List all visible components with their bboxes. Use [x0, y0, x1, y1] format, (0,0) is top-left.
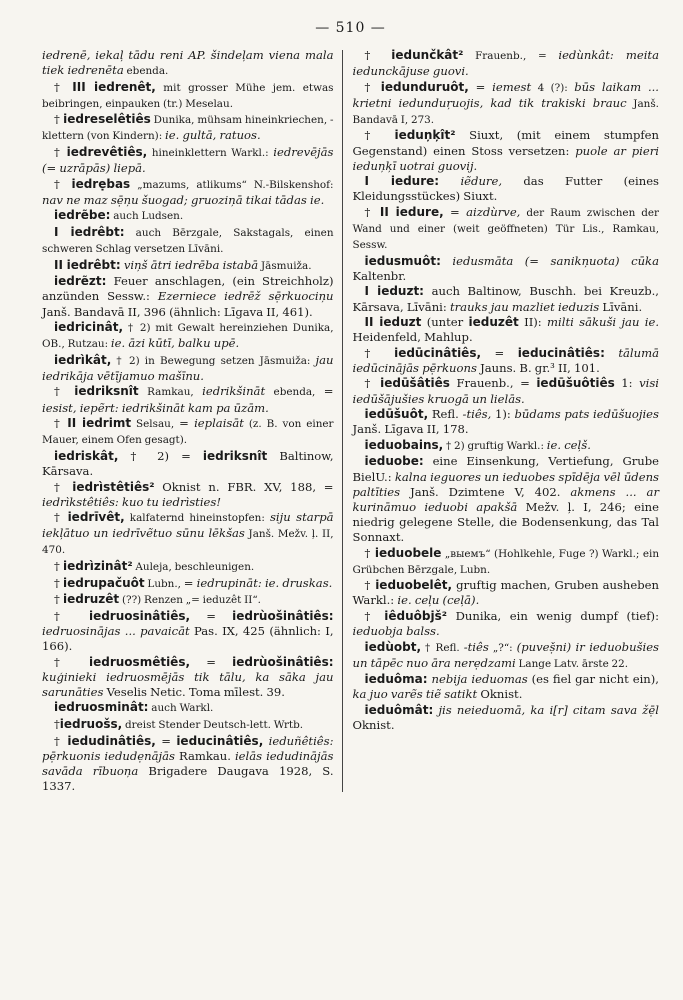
source-text: Frauenb., = — [463, 50, 559, 62]
dictionary-entry — [42, 208, 334, 224]
headword: iedruzêt — [62, 592, 120, 607]
dictionary-entry — [353, 284, 659, 314]
dictionary-entry — [353, 407, 659, 437]
entry-text: das Futter (eines Kleidungsstückes) Siuxt. — [352, 174, 660, 204]
dictionary-entry — [42, 416, 334, 448]
entry-text: Oknist n. FBR. XV, 188, = — [154, 479, 334, 494]
dictionary-entry — [42, 592, 334, 608]
source-text: Dunika, mühsam hineinkriechen, -klettern (von Kindern): — [42, 114, 334, 143]
headword: iedrìstêtiês² — [72, 479, 155, 494]
source-text: † 2) mit Gewalt hereinziehen Dunika, OB., Rutzau: — [42, 322, 334, 351]
dictionary-entry — [42, 609, 334, 654]
example-text: Ezerniece iedrēž sẹ̄rkuociņu — [157, 289, 334, 304]
entry-text: Baltinow, Kārsava. — [42, 448, 334, 478]
dictionary-entry — [42, 48, 334, 79]
entry-text: Jauns. B. gr.³ II, 101. — [476, 360, 600, 375]
headword: iedrùošinâtiês: — [232, 608, 334, 623]
dictionary-entry — [353, 128, 659, 173]
source-text: „mazums, atlikums“ N.-Bilskenshof: — [130, 178, 334, 191]
entry-text: † — [54, 608, 89, 623]
source-text: ebenda, — [265, 386, 324, 399]
dictionary-entry — [353, 672, 659, 702]
entry-text: † — [364, 48, 392, 62]
right-column — [343, 48, 659, 794]
entry-text: † — [54, 733, 68, 748]
entry-text: Brigadere Daugava 1928, S. 1337. — [42, 763, 334, 793]
source-text: † 2) in Bewegung setzen Jāsmuiža: — [111, 354, 316, 367]
example-text: jis neieduomā, ka i[r] citam sava žẹ̄l — [433, 702, 659, 717]
headword: iedrevêtiês, — [66, 145, 148, 160]
headword: ieduobe: — [364, 454, 424, 469]
example-text: ie. āzi kūtī, balku upē. — [110, 336, 240, 351]
entry-text: = — [443, 204, 467, 219]
headword: I iedure: — [364, 174, 440, 189]
dictionary-entry — [42, 717, 334, 733]
source-text: ebenda. — [123, 65, 169, 78]
entry-text: † — [364, 128, 395, 143]
entry-text: † — [54, 592, 63, 607]
dictionary-entry — [42, 225, 334, 257]
source-text: der Raum zwischen der Wand und einer (weit geöffneten) Tür Lis., Ramkau, Sessw. — [352, 206, 660, 252]
headword: iedruosminât: — [54, 700, 149, 715]
example-text: jau iedrikāja vētījamuo mašīnu. — [42, 352, 334, 383]
example-text: nebija ieduomas — [427, 672, 528, 687]
dictionary-entry — [42, 320, 334, 352]
example-text: kalna ieguores un ieduobes spīdēja vēl ūdens paltīties — [352, 469, 660, 499]
dictionary-entry — [353, 703, 659, 733]
entry-text: auch Baltinow, Buschh. bei Kreuzb., Kārsava, Līvāni: — [352, 284, 659, 314]
source-text: hineinklettern Warkl.: — [147, 147, 274, 160]
entry-text: † — [364, 376, 381, 391]
source-text: „выемъ“ (Hohlkehle, Fuge ?) Warkl.; ein Grübchen Bērzgale, Lubn. — [352, 547, 660, 576]
source-text: dreist Stender Deutsch-lett. Wrtb. — [122, 718, 304, 731]
entry-text: 1): — [491, 407, 515, 422]
example-text: aizdùrve, — [466, 204, 521, 219]
dictionary-entry — [353, 609, 659, 639]
headword: ieduobele — [374, 545, 442, 560]
example-text: nav ne maz sẹ̄ņu šuogad; gruoziņā tikai tādas ie. — [42, 192, 325, 207]
example-text: viņš ātri iedrēba istabā — [120, 257, 259, 272]
dictionary-entry — [42, 384, 334, 415]
example-text: trauks jau mazliet ieduzis — [449, 299, 600, 314]
headword: iedùobt, — [364, 639, 422, 654]
entry-text: Heidenfeld, Mahlup. — [352, 330, 473, 345]
dictionary-entry — [353, 640, 659, 672]
headword: iedreselêtiês — [63, 112, 151, 127]
headword: ieduôma: — [364, 672, 428, 687]
entry-text: † — [54, 479, 73, 494]
headword: iedrẹbas — [71, 176, 131, 191]
entry-text: = — [155, 733, 177, 748]
source-text: Ramkau, — [138, 386, 203, 399]
example-text: ka juo varẽs tiẽ satikt — [352, 687, 478, 702]
dictionary-entry — [353, 454, 659, 545]
dictionary-entry — [42, 480, 334, 510]
source-text: auch Ludsen. — [110, 210, 184, 223]
entry-text: † — [54, 384, 75, 399]
dictionary-entry — [42, 145, 334, 176]
example-text: ie. gultā, ratuos. — [165, 128, 261, 143]
entry-text: † — [54, 112, 64, 127]
example-text: visi iedūšājušies kruogā un lielās. — [352, 376, 660, 406]
dictionary-entry — [42, 510, 334, 558]
dictionary-entry — [353, 205, 659, 253]
example-text: iemest — [492, 79, 532, 94]
dictionary-entry — [42, 576, 334, 592]
entry-text: Pas. IX, 425 (ähnlich: I, 166). — [42, 623, 334, 653]
entry-text: † — [364, 608, 385, 623]
headword: ieduzêt — [468, 315, 519, 330]
dictionary-entry — [353, 254, 659, 284]
entry-text: II): — [518, 315, 548, 330]
entry-text: † — [364, 79, 381, 94]
dictionary-entry — [42, 449, 334, 479]
source-text: 4 (?): — [531, 81, 575, 94]
headword: ieduobains, — [364, 437, 444, 452]
headword: ieduômât: — [364, 702, 434, 717]
dictionary-entry — [353, 48, 659, 79]
example-text: = ieplaisāt — [179, 416, 244, 431]
entry-text: † — [54, 575, 63, 590]
dictionary-entry — [42, 80, 334, 112]
headword: iedrīvêt, — [67, 510, 125, 525]
example-text: ielās iedudinājās savāda rībuoņa — [42, 748, 334, 778]
dictionary-entry — [353, 438, 659, 454]
example-text: iedrìkstêtiês: kuo tu iedrìsties! — [42, 494, 222, 509]
columns — [42, 48, 659, 794]
dictionary-entry — [42, 258, 334, 274]
headword: iedūšuôtiês — [536, 376, 615, 391]
entry-text: gruftig machen, Gruben ausheben Warkl.: — [352, 578, 660, 608]
source-text: (z. B. von einer Mauer, einem Ofen gesagt). — [42, 418, 334, 447]
entry-text: Ramkau. — [174, 748, 235, 763]
entry-text: = — [468, 79, 493, 94]
dictionary-entry — [42, 655, 334, 700]
headword: iedruosmêtiês, — [89, 654, 191, 669]
example-text: iedruosinājas ... pavaicāt — [42, 623, 190, 638]
entry-text: Oknist. — [352, 718, 395, 733]
example-text: iedrevējās (= uzrāpās) liepā. — [42, 145, 334, 176]
entry-text: † — [364, 578, 376, 593]
entry-text: † — [54, 79, 73, 94]
headword: iedūšuôt, — [364, 407, 429, 422]
headword: iedriskât, — [54, 448, 119, 463]
source-text: Jāsmuiža. — [258, 259, 312, 272]
entry-text: † — [54, 559, 63, 573]
example-text: ieduobja balss. — [352, 623, 440, 638]
source-text: Auleja, beschleunigen. — [132, 561, 255, 573]
headword: iedunčkât² — [391, 48, 464, 62]
example-text: iedrikšināt — [202, 384, 266, 399]
dictionary-entry — [42, 274, 334, 319]
example-text: (puveṣ̌ni) ir ieduobušies un tāpēc nuo āra nerẹdzami — [352, 639, 660, 670]
example-text: = iedrupināt: ie. druskas. — [183, 575, 333, 590]
headword: III iedrenêt, — [72, 79, 156, 94]
entry-text: Siuxt, (mit einem stumpfen Gegenstand) einen Stoss versetzen: — [352, 128, 659, 158]
headword: iedusmuôt: — [364, 253, 441, 268]
example-text: būs laikam ... krietni iedunduŗuojis, kad tik trakiski brauc — [352, 79, 659, 110]
entry-text: Mežv. ļ. I, 246; eine niedrig gelegene Stelle, die Bodensenkung, das Tal Sonnaxt. — [352, 499, 659, 544]
source-text: auch Bērzgale, Sakstagals, einen schweren Schlag versetzen Līvāni. — [42, 227, 334, 256]
headword: iedruosinâtiês, — [88, 608, 191, 623]
entry-text: † — [54, 145, 67, 160]
headword: iedūšâtiês — [380, 376, 450, 391]
example-text: kuģinieki iedruosmējās tik tālu, ka sāka jau sarunāties — [42, 669, 334, 699]
entry-text: = — [481, 345, 518, 360]
example-text: būdams pats iedūšuojies — [514, 407, 659, 422]
entry-text: = — [190, 608, 233, 623]
headword: iedudinâtiês, — [67, 733, 156, 748]
dictionary-entry — [42, 559, 334, 575]
source-text: mit grosser Mühe jem. etwas beibringen, einpauken (tr.) Meselau. — [42, 81, 334, 110]
headword: iedrìkât, — [54, 352, 112, 367]
headword: ieducinâtiês: — [517, 345, 605, 360]
entry-text: 1: — [614, 376, 640, 391]
headword: I iedrêbt: — [54, 225, 125, 240]
entry-text: eine Einsenkung, Vertiefung, Grube BielU.: — [352, 454, 659, 484]
entry-text: Oknist. — [477, 687, 523, 702]
left-column — [42, 48, 342, 794]
dictionary-entry — [353, 578, 659, 608]
dictionary-entry — [353, 346, 659, 376]
entry-text: Feuer anschlagen, (ein Streichholz) anzünden Sessw.: — [42, 274, 334, 304]
entry-text: Janš. Dzimtene V, 402. — [400, 484, 571, 499]
headword: II iedrêbt: — [54, 257, 121, 272]
source-text: Janš. Mežv. ļ. II, 470. — [42, 528, 334, 557]
headword: iedrìzinât² — [62, 559, 133, 573]
source-text: † Refl. — [421, 641, 464, 654]
headword: II iedure, — [379, 204, 444, 219]
headword: iedūcinâtiês, — [394, 345, 482, 360]
example-text: iẽdure, — [439, 174, 503, 189]
example-text: -tiês — [463, 639, 489, 654]
dictionary-entry — [353, 546, 659, 578]
example-text: = iesist, iepẽrt: iedrikšināt kam pa ūzām. — [42, 384, 334, 415]
headword: iedunduruôt, — [380, 79, 469, 94]
entry-text: † — [364, 545, 375, 560]
headword: II ieduzt — [364, 315, 422, 330]
example-text: tālumā iedūcinājās pẹ̄rkuons — [352, 345, 659, 375]
dictionary-entry — [42, 353, 334, 384]
dictionary-entry — [353, 174, 659, 204]
headword: iedricinât, — [54, 320, 124, 335]
headword: ieducinâtiês, — [176, 733, 264, 748]
source-text: Janš. Bandavā I, 273. — [352, 97, 659, 126]
headword: iedrupačuôt — [62, 575, 145, 590]
headword: iedrẽzt: — [54, 274, 107, 289]
source-text: † 2) gruftig Warkl.: — [443, 439, 547, 452]
headword: iedrùošinâtiês: — [232, 654, 334, 669]
example-text: siju starpā iekļātuo un iedrīvẽtuo sūnu lēkšas — [42, 510, 334, 541]
entry-text: (unter — [421, 315, 469, 330]
headword: iedruošs, — [59, 716, 123, 731]
headword: II iedrimt — [67, 416, 132, 431]
example-text: iedrenē, iekaļ tādu reni AP. šindeļam viena mala tiek iedrenēta — [42, 48, 334, 78]
example-text: -tiês, — [462, 407, 492, 422]
source-text: auch Warkl. — [148, 702, 214, 715]
example-text: ie. ceļš. — [546, 437, 591, 452]
dictionary-entry — [353, 80, 659, 128]
headword: ieduņķît² — [394, 128, 456, 143]
source-text: Selsau, — [131, 418, 180, 431]
entry-text: † — [54, 716, 60, 731]
headword: iedriksnît — [202, 448, 268, 463]
dictionary-entry — [42, 112, 334, 144]
headword: ieduobelêt, — [375, 578, 453, 593]
example-text: ie. ceļu (ceļā). — [397, 593, 480, 608]
example-text: ieduñêtiês: pẹ̄rkuonis iedudẹnājās — [42, 733, 334, 763]
entry-text: Janš. Līgava II, 178. — [352, 422, 469, 437]
source-text: Lange Latv. ārste 22. — [515, 657, 629, 670]
entry-text: Dunika, ein wenig dumpf (tief): — [447, 608, 659, 623]
entry-text: = — [190, 654, 233, 669]
entry-text: † — [54, 416, 68, 431]
entry-text: Līvāni. — [599, 299, 643, 314]
entry-text: † — [54, 510, 68, 525]
entry-text: † 2) = — [118, 448, 203, 463]
example-text: iedusmāta (= sanikņuota) cūka — [440, 253, 659, 268]
source-text: (??) Renzen „= ieduzêt II“. — [119, 594, 261, 607]
entry-text: † — [364, 345, 395, 360]
example-text: iedùnkât: meita iedunckājuse guovi. — [352, 48, 659, 79]
entry-text: Refl. — [428, 407, 463, 422]
example-text: milti sākuši jau ie. — [547, 315, 660, 330]
dictionary-entry — [42, 177, 334, 208]
headword: iedriksnît — [74, 384, 139, 399]
entry-text: Frauenb., = — [449, 376, 537, 391]
headword: iêduôbjš² — [384, 608, 448, 623]
entry-text: Veselis Netic. Toma mīlest. 39. — [103, 684, 285, 699]
entry-text: † — [54, 654, 89, 669]
page-number: — 510 — — [315, 20, 386, 36]
headword: iedrẽbe: — [54, 208, 111, 223]
source-text: Lubn., — [144, 577, 184, 590]
entry-text: † — [54, 176, 72, 191]
dictionary-entry — [42, 734, 334, 794]
dictionary-entry — [42, 700, 334, 716]
headword: I ieduzt: — [364, 284, 424, 299]
entry-text: Kaltenbr. — [352, 268, 407, 283]
source-text: kalfaternd hineinstopfen: — [124, 512, 270, 525]
entry-text: † — [364, 204, 380, 219]
entry-text: (es fiel gar nicht ein), — [527, 672, 659, 687]
entry-text: Janš. Bandavā II, 396 (ähnlich: Līgava II, 461). — [42, 304, 313, 319]
dictionary-entry — [353, 315, 659, 345]
source-text: „?“: — [488, 641, 517, 654]
example-text: puole ar pieri ieduņķī uotrai guovij. — [352, 143, 659, 173]
dictionary-entry — [353, 376, 659, 406]
example-text: akmens ... ar kurināmuo ieduobi apakšā — [352, 484, 659, 514]
